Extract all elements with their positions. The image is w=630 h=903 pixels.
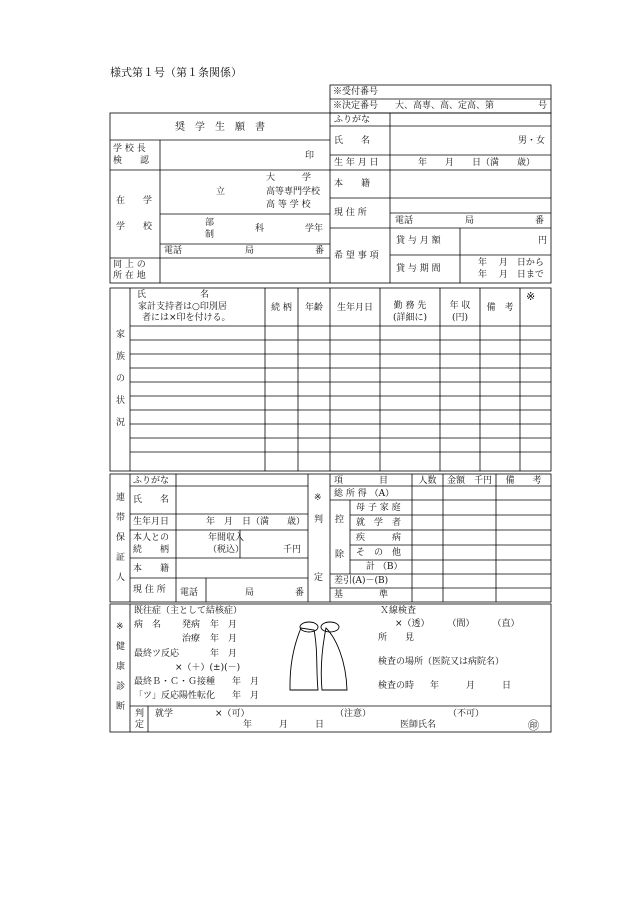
school-type-high: 高 等 学 校 — [266, 200, 311, 210]
family-work-header-2: (詳細に) — [392, 313, 428, 323]
receipt-number-label: ※受付番号 — [333, 87, 379, 97]
health-last-bcg-date: 年 月 — [232, 677, 260, 687]
judgment-gross-income: 総 所 得 （A） — [334, 489, 395, 499]
health-label-4: 断 — [116, 702, 126, 712]
judgment-remarks-header: 備 考 — [505, 476, 542, 486]
school-label-2: 学 校 — [116, 222, 153, 232]
applicant-phone-bureau: 局 — [465, 216, 475, 226]
judgment-label-1: 判 — [314, 515, 324, 525]
guarantor-birth-value: 年 月 日（満 歳） — [206, 517, 306, 527]
school-establish: 立 — [216, 187, 226, 197]
family-section-label-3: 状 — [116, 396, 126, 406]
school-phone-label: 電話 — [164, 246, 183, 256]
guarantor-section-label-2: 保 — [116, 533, 126, 543]
school-address-label-2: 所 在 地 — [113, 271, 146, 281]
guarantor-section-label-3: 証 — [116, 553, 126, 563]
judgment-student: 就 学 者 — [356, 518, 402, 528]
guarantor-section-label-1: 帯 — [116, 513, 126, 523]
health-onset: 発病 — [182, 620, 201, 630]
school-system: 制 — [205, 230, 215, 240]
judgment-difference: 差引(A)－(B) — [334, 576, 389, 586]
judgment-label-0: ※ — [314, 493, 322, 503]
judgment-illness: 疾 病 — [356, 533, 402, 543]
guarantor-name-label: 氏 名 — [133, 495, 170, 505]
family-section-label-0: 家 — [116, 330, 126, 340]
judgment-other: そ の 他 — [356, 548, 402, 558]
school-year: 学年 — [305, 224, 324, 234]
judgment-standard: 基 準 — [334, 590, 389, 600]
family-section-label-2: の — [116, 374, 126, 384]
decision-school-types: 大、高専、高、定高、第 — [395, 101, 495, 111]
lung-diagram — [290, 622, 347, 690]
deduction-label-0: 控 — [335, 515, 345, 525]
applicant-phone-label: 電話 — [395, 216, 414, 226]
family-work-header-1: 勤 務 先 — [393, 301, 427, 311]
applicant-address-label: 現 住 所 — [334, 208, 367, 218]
applicant-gender: 男・女 — [518, 136, 546, 146]
family-income-header-1: 年 収 — [449, 301, 471, 311]
decision-number-label: ※決定番号 — [333, 101, 379, 111]
guarantor-annual-income-2: （税込） — [208, 545, 245, 555]
family-mark-header: ※ — [526, 290, 536, 303]
health-school-attendance: 就学 — [155, 709, 174, 719]
application-title: 奨 学 生 願 書 — [175, 122, 265, 133]
form-title: 様式第１号（第１条関係） — [110, 66, 242, 79]
health-label-1: 健 — [116, 642, 126, 652]
health-tuberculin-result: ×（＋）(±)(－) — [175, 663, 241, 673]
health-last-tuberculin: 最終ツ反応 — [134, 649, 180, 659]
health-history: 既往症（主として結核症） — [134, 606, 243, 616]
judgment-total-b: 計 （B） — [366, 562, 403, 572]
health-exam-place: 検査の場所（医院又は病院名） — [378, 657, 505, 667]
family-age-header: 年齢 — [304, 303, 323, 313]
health-caution: （注意） — [335, 709, 372, 719]
guarantor-address-label: 現 住 所 — [133, 585, 166, 595]
applicant-domicile-label: 本 籍 — [334, 179, 371, 189]
health-xray-options: ×（透） （間） （直） — [395, 619, 520, 629]
applicant-furigana-label: ふりがな — [334, 115, 371, 125]
school-dept: 部 — [205, 218, 215, 228]
guarantor-phone-label: 電話 — [180, 588, 199, 598]
judgment-amount-header: 金額 千円 — [446, 476, 492, 486]
principal-seal: 印 — [305, 151, 315, 161]
school-subject: 科 — [255, 224, 265, 234]
family-remarks-header: 備 考 — [486, 303, 514, 313]
health-treated-date: 年 月 — [210, 634, 238, 644]
loan-period-to: 年 月 日まで — [478, 270, 544, 280]
health-last-tuberculin-date: 年 月 — [210, 649, 238, 659]
loan-amount-label: 貸 与 月 額 — [396, 236, 441, 246]
judgment-label-2: 定 — [314, 573, 324, 583]
health-exam-time: 検査の時 — [378, 681, 415, 691]
family-section-label-1: 族 — [116, 352, 126, 362]
guarantor-relation-2: 続 柄 — [133, 545, 170, 555]
school-type-kosen: 高等専門学校 — [266, 187, 321, 197]
principal-label-2: 検 認 — [113, 156, 150, 166]
health-label-0: ※ — [116, 622, 124, 632]
school-phone-bureau: 局 — [245, 246, 255, 256]
guarantor-relation-1: 本人との — [133, 533, 170, 543]
applicant-birth-label: 生 年 月 日 — [334, 158, 379, 168]
guarantor-section-label-0: 連 — [116, 493, 126, 503]
health-label-3: 診 — [116, 682, 126, 692]
guarantor-section-label-4: 人 — [116, 573, 126, 583]
principal-label-1: 学 校 長 — [113, 144, 146, 154]
decision-number-suffix: 号 — [538, 101, 548, 111]
guarantor-phone-bureau: 局 — [245, 588, 255, 598]
guarantor-thousand-yen: 千円 — [283, 545, 302, 555]
family-note-1: 家計支持者は○印別居 — [138, 302, 227, 312]
health-findings: 所 見 — [378, 633, 415, 643]
family-section-label-4: 況 — [116, 418, 126, 428]
health-verdict-date: 年 月 日 — [243, 720, 325, 730]
applicant-birth-value: 年 月 日（満 歳） — [418, 158, 536, 168]
guarantor-phone-number: 番 — [295, 588, 305, 598]
applicant-name-label: 氏 名 — [334, 136, 371, 146]
guarantor-annual-income-1: 年間収入 — [208, 533, 245, 543]
wish-label: 希 望 事 項 — [334, 251, 379, 261]
health-verdict-label-2: 定 — [135, 720, 145, 730]
guarantor-birth-label: 生年月日 — [133, 517, 170, 527]
school-phone-number: 番 — [315, 246, 325, 256]
judgment-single-mother: 母 子 家 庭 — [356, 503, 401, 513]
health-last-bcg: 最終Ｂ・Ｃ・Ｇ接種 — [134, 677, 216, 687]
health-treated: 治療 — [182, 634, 201, 644]
health-not-ok: （不可） — [448, 709, 485, 719]
health-xray: Ｘ線検査 — [380, 606, 417, 616]
health-disease-label: 病 名 — [134, 620, 162, 630]
family-income-header-2: (円) — [451, 313, 469, 323]
health-ok: ×（可） — [215, 709, 250, 719]
school-type-university: 大 学 — [266, 173, 312, 183]
loan-period-from: 年 月 日から — [478, 258, 544, 268]
guarantor-domicile-label: 本 籍 — [133, 564, 170, 574]
health-onset-date: 年 月 — [210, 620, 238, 630]
family-note-2: 者には×印を付ける。 — [142, 313, 231, 323]
family-name-header: 氏 名 — [137, 290, 210, 300]
judgment-item-header: 項 目 — [334, 476, 389, 486]
school-address-label-1: 同 上 の — [113, 260, 146, 270]
health-positive-conversion: 「ツ」反応陽性転化 — [134, 691, 216, 701]
applicant-phone-number: 番 — [535, 216, 545, 226]
health-positive-date: 年 月 — [232, 691, 260, 701]
judgment-count-header: 人数 — [418, 476, 437, 486]
health-label-2: 康 — [116, 662, 126, 672]
school-label-1: 在 学 — [116, 196, 153, 206]
family-birth-header: 生年月日 — [336, 303, 373, 313]
health-exam-date: 年 月 日 — [430, 681, 512, 691]
family-relation-header: 続 柄 — [271, 303, 292, 313]
deduction-label-1: 除 — [335, 550, 345, 560]
guarantor-furigana-label: ふりがな — [133, 476, 170, 486]
health-verdict-label-1: 判 — [135, 709, 145, 719]
health-doctor-name: 医師氏名 — [400, 720, 437, 730]
health-doctor-seal: ㊞ — [528, 719, 539, 732]
loan-period-label: 貸 与 期 間 — [396, 264, 441, 274]
loan-amount-yen: 円 — [538, 236, 548, 246]
